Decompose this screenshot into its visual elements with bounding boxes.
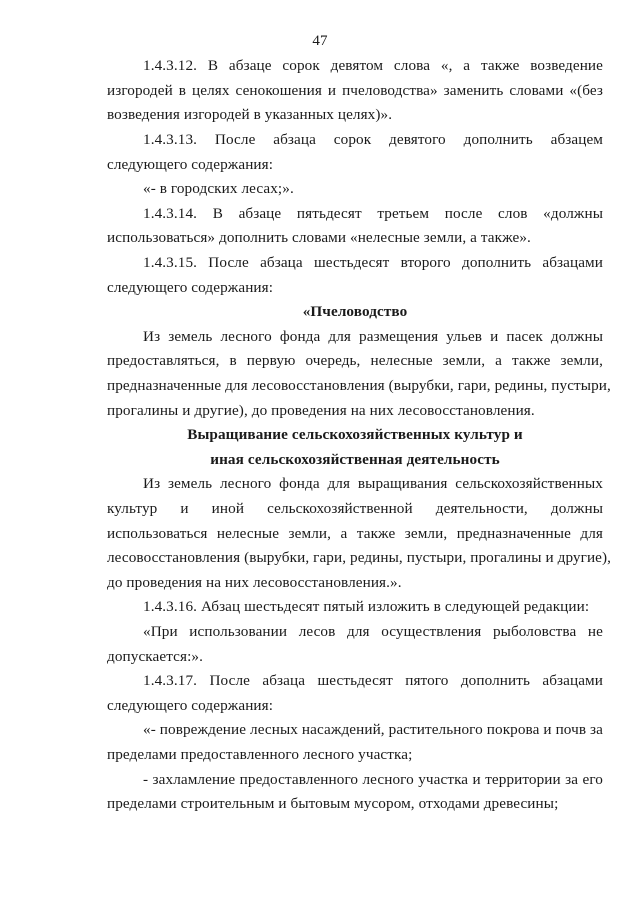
text-line: следующего содержания: bbox=[107, 156, 274, 173]
text-line: допускается:». bbox=[107, 648, 203, 665]
text-line: использоваться нелесные земли, а также земли, предназначенные для bbox=[107, 525, 603, 542]
text-line: - захламление предоставленного лесного участка и территории за его bbox=[143, 771, 603, 788]
text-line: 1.4.3.13. После абзаца сорок девятого дополнить абзацем bbox=[143, 131, 603, 148]
text-line: пределами предоставленного лесного участка; bbox=[107, 746, 413, 763]
text-line: следующего содержания: bbox=[107, 279, 274, 296]
text-line: использоваться» дополнить словами «нелесные земли, а также». bbox=[107, 229, 531, 246]
text-line: изгородей в целях сенокошения и пчеловодства» заменить словами «(без bbox=[107, 82, 603, 99]
section-heading: «Пчеловодство bbox=[302, 303, 408, 320]
text-line: 1.4.3.16. Абзац шестьдесят пятый изложить в следующей редакции: bbox=[143, 598, 590, 615]
text-line: «- повреждение лесных насаждений, растительного покрова и почв за bbox=[143, 721, 603, 738]
text-line: предназначенные для лесовосстановления (вырубки, гари, редины, пустыри, bbox=[107, 377, 611, 394]
text-line: «- в городских лесах;». bbox=[143, 180, 294, 197]
section-heading: иная сельскохозяйственная деятельность bbox=[210, 451, 500, 468]
text-line: возведения изгородей в указанных целях)». bbox=[107, 106, 393, 123]
text-line: пределами строительным и бытовым мусором, отходами древесины; bbox=[107, 795, 559, 812]
section-heading: Выращивание сельскохозяйственных культур и bbox=[187, 426, 523, 443]
text-line: Из земель лесного фонда для размещения ульев и пасек должны bbox=[143, 328, 603, 345]
page-number: 47 bbox=[312, 33, 328, 49]
text-line: Из земель лесного фонда для выращивания сельскохозяйственных bbox=[143, 475, 603, 492]
text-line: 1.4.3.15. После абзаца шестьдесят второго дополнить абзацами bbox=[143, 254, 603, 271]
text-line: предоставляться, в первую очередь, нелесные земли, а также земли, bbox=[107, 352, 603, 369]
text-line: культур и иной сельскохозяйственной деятельности, должны bbox=[107, 500, 603, 517]
text-line: прогалины и другие), до проведения на них лесовосстановления. bbox=[107, 402, 535, 419]
text-line: следующего содержания: bbox=[107, 697, 274, 714]
text-line: 1.4.3.17. После абзаца шестьдесят пятого дополнить абзацами bbox=[143, 672, 603, 689]
text-line: 1.4.3.14. В абзаце пятьдесят третьем после слов «должны bbox=[143, 205, 603, 222]
text-line: до проведения на них лесовосстановления.». bbox=[107, 574, 402, 591]
text-line: «При использовании лесов для осуществления рыболовства не bbox=[143, 623, 603, 640]
text-line: лесовосстановления (вырубки, гари, редины, пустыри, прогалины и другие), bbox=[107, 549, 612, 566]
text-line: 1.4.3.12. В абзаце сорок девятом слова «, а также возведение bbox=[143, 57, 603, 74]
